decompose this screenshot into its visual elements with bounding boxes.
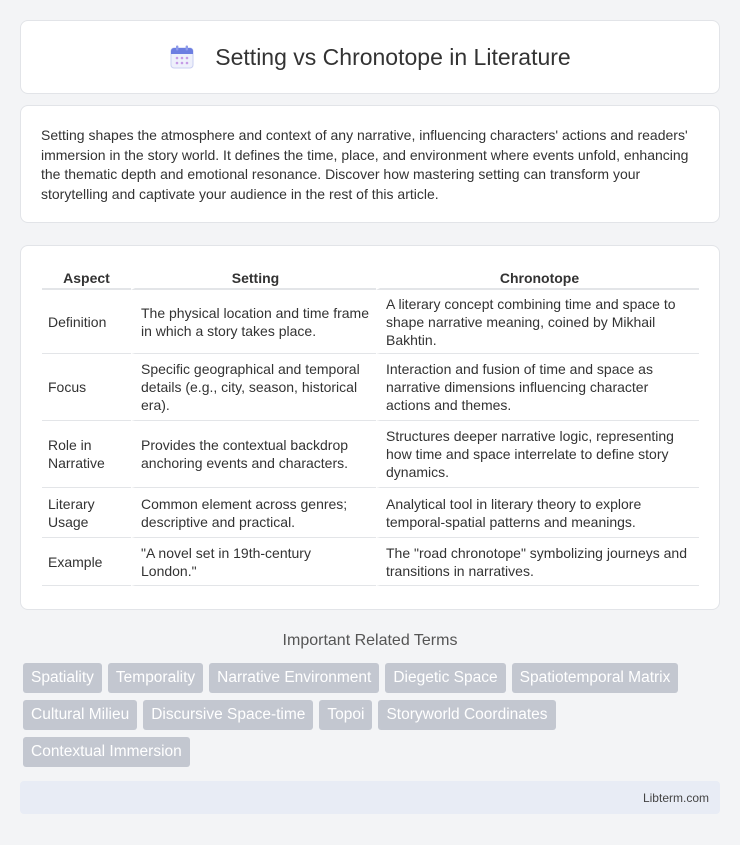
cell-setting: Provides the contextual backdrop anchoring events and characters. [131, 421, 376, 488]
term-tag[interactable]: Diegetic Space [385, 663, 505, 693]
header-aspect: Aspect [42, 266, 131, 290]
cell-aspect: Focus [42, 354, 131, 421]
comparison-card [20, 245, 720, 610]
header-card [20, 20, 720, 94]
table-row [42, 538, 699, 586]
related-terms-title: Important Related Terms [282, 632, 458, 649]
table-row [42, 290, 699, 354]
related-terms-list [23, 663, 723, 767]
cell-aspect: Definition [42, 290, 131, 354]
cell-setting: The physical location and time frame in which a story takes place. [131, 290, 376, 354]
term-tag[interactable]: Discursive Space-time [143, 700, 313, 730]
term-tag[interactable]: Topoi [319, 700, 372, 730]
table-row [42, 354, 699, 421]
term-tag[interactable]: Narrative Environment [209, 663, 379, 693]
footer [20, 781, 720, 814]
title-wrap [169, 44, 570, 71]
cell-chronotope: Analytical tool in literary theory to explore temporal-spatial patterns and meanings. [376, 488, 699, 538]
cell-setting: Specific geographical and temporal details (e.g., city, season, historical era). [131, 354, 376, 421]
header-chronotope: Chronotope [376, 266, 699, 290]
table-row [42, 488, 699, 538]
term-tag[interactable]: Contextual Immersion [23, 737, 190, 767]
term-tag[interactable]: Storyworld Coordinates [378, 700, 555, 730]
term-tag[interactable]: Cultural Milieu [23, 700, 137, 730]
term-tag[interactable]: Spatiality [23, 663, 102, 693]
intro-text: Setting shapes the atmosphere and context of any narrative, influencing characters' actions and readers' immersion in the story world. It defines the time, place, and environment where events unfold, enhancing the thematic depth and emotional resonance. Discover how mastering setting can transform your storytelling and captivate your audience in the rest of this article. [41, 127, 689, 202]
intro-card [20, 105, 720, 223]
cell-chronotope: Structures deeper narrative logic, representing how time and space interrelate to define story dynamics. [376, 421, 699, 488]
page-title: Setting vs Chronotope in Literature [215, 43, 571, 70]
term-tag[interactable]: Spatiotemporal Matrix [512, 663, 679, 693]
calendar-icon [169, 44, 195, 70]
comparison-table [42, 266, 699, 586]
cell-chronotope: The "road chronotope" symbolizing journeys and transitions in narratives. [376, 538, 699, 586]
table-row [42, 421, 699, 488]
header-setting: Setting [131, 266, 376, 290]
cell-chronotope: Interaction and fusion of time and space as narrative dimensions influencing character actions and themes. [376, 354, 699, 421]
cell-setting: "A novel set in 19th-century London." [131, 538, 376, 586]
cell-chronotope: A literary concept combining time and space to shape narrative meaning, coined by Mikhail Bakhtin. [376, 290, 699, 354]
cell-aspect: Literary Usage [42, 488, 131, 538]
cell-aspect: Role in Narrative [42, 421, 131, 488]
cell-setting: Common element across genres; descriptive and practical. [131, 488, 376, 538]
footer-site-link[interactable]: Libterm.com [642, 790, 709, 805]
term-tag[interactable]: Temporality [108, 663, 203, 693]
table-header-row [42, 266, 699, 290]
cell-aspect: Example [42, 538, 131, 586]
